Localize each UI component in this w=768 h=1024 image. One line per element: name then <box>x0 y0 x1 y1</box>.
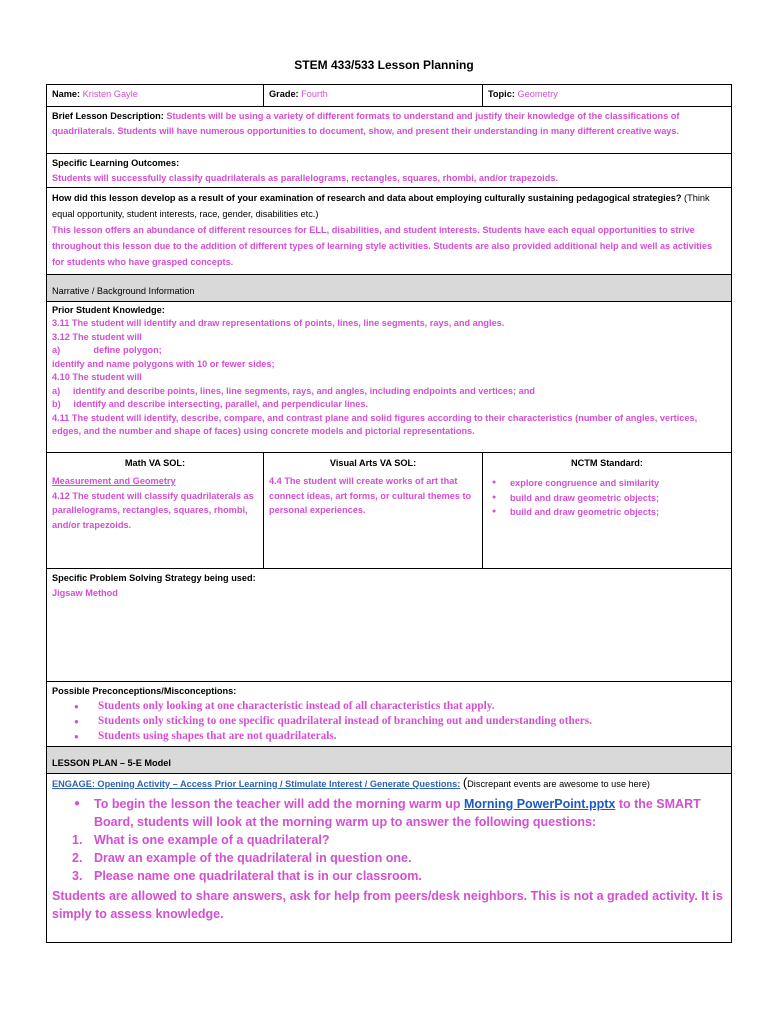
prior-knowledge-cell <box>47 301 732 452</box>
brief-row <box>47 107 732 154</box>
brief-label: Brief Lesson Description: <box>52 111 164 121</box>
research-row <box>47 188 732 275</box>
research-answer: This lesson offers an abundance of different resources for ELL, disabilities, and student interests. Students have each equal opportunities to strive throughout this lesson due to the addition of different types of learning style activities. Students are also provided additional help and well as activities for students who have grasped concepts. <box>52 225 713 267</box>
research-hint: (Think equal opportunity, student interests, race, gender, disabilities etc.) <box>52 193 710 219</box>
nctm-item: ● build and draw geometric objects; <box>488 491 726 506</box>
strategy-label: Specific Problem Solving Strategy being used: <box>52 573 256 583</box>
strategy-cell <box>47 569 732 682</box>
engage-note: Discrepant events are awesome to use here) <box>467 778 650 789</box>
engage-intro-after: to the SMART Board, students will look at the morning warm up to answer the following questions: <box>94 796 701 829</box>
prior-line: 4.11 The student will identify, describe, compare, and contrast plane and solid figures according to their characteristics (number of angles, vertices, edges, and the number and shape of faces) using concrete models and pictorial representations. <box>52 412 698 436</box>
research-cell <box>47 188 732 275</box>
grade-cell <box>264 85 483 107</box>
engage-cell <box>47 773 732 942</box>
math-header: Math VA SOL: <box>47 452 264 472</box>
lesson-plan-table <box>46 84 732 943</box>
engage-questions <box>52 831 726 885</box>
nctm-header: NCTM Standard: <box>483 452 732 472</box>
engage-bullet: ● <box>74 797 81 809</box>
page-title: STEM 433/533 Lesson Planning <box>294 58 474 72</box>
engage-intro <box>52 795 726 831</box>
misconception-item: ● Students only sticking to one specific quadrilateral instead of branching out and understanding others. <box>52 714 726 729</box>
prior-knowledge-row <box>47 301 732 452</box>
brief-cell <box>47 107 732 154</box>
engage-question: 1. What is one example of a quadrilateral? <box>72 832 330 847</box>
prior-line: 4.10 The student will <box>52 372 142 382</box>
prior-line: 3.12 The student will <box>52 331 142 342</box>
engage-intro-before: To begin the lesson the teacher will add the morning warm up <box>94 796 464 811</box>
prior-line: b) identify and describe intersecting, parallel, and perpendicular lines. <box>52 399 369 409</box>
header-row <box>47 85 732 107</box>
arts-text: 4.4 The student will create works of art that connect ideas, art forms, or cultural themes to personal experiences. <box>269 476 472 515</box>
prior-line: identify and name polygons with 10 or fewer sides; <box>52 358 275 369</box>
lesson-plan-heading: LESSON PLAN – 5-E Model <box>47 747 732 774</box>
brief-text: Students will be using a variety of different formats to understand and justify their knowledge of the classifications of quadrilaterals. Students will have numerous opportunities to document, show, and present their understanding in many different creative ways. <box>52 111 680 136</box>
research-question: How did this lesson develop as a result of your examination of research and data about employing culturally sustaining pedagogical strategies? <box>52 193 682 203</box>
engage-question: 2. Draw an example of the quadrilateral in question one. <box>72 850 412 865</box>
engage-closing: Students are allowed to share answers, ask for help from peers/desk neighbors. This is not a graded activity. It is simply to assess knowledge. <box>52 888 723 921</box>
misconception-item: ● Students using shapes that are not quadrilaterals. <box>52 729 726 744</box>
misconceptions-row <box>47 682 732 747</box>
nctm-cell <box>483 472 732 569</box>
misconceptions-list <box>52 699 726 744</box>
outcomes-text: Students will successfully classify quadrilaterals as parallelograms, rectangles, squares, rhombi, and/or trapezoids. <box>52 172 559 183</box>
math-cell <box>47 472 264 569</box>
grade-value: Fourth <box>301 89 328 99</box>
misconceptions-cell <box>47 682 732 747</box>
narrative-heading: Narrative / Background Information <box>47 275 732 302</box>
topic-label: Topic: <box>488 89 515 99</box>
engage-row <box>47 773 732 942</box>
engage-label: ENGAGE: Opening Activity – Access Prior Learning / Stimulate Interest / Generate Questions: <box>52 778 461 789</box>
strategy-value: Jigsaw Method <box>52 587 118 598</box>
prior-line: a) define polygon; <box>52 345 162 355</box>
name-label: Name: <box>52 89 81 99</box>
name-cell <box>47 85 264 107</box>
nctm-list <box>488 476 726 520</box>
math-link[interactable]: Measurement and Geometry <box>52 476 176 486</box>
engage-paren: ( <box>462 774 468 790</box>
engage-question: 3. Please name one quadrilateral that is in our classroom. <box>72 868 422 883</box>
misconceptions-label: Possible Preconceptions/Misconceptions: <box>52 686 237 696</box>
grade-label: Grade: <box>269 89 299 99</box>
nctm-item: ● build and draw geometric objects; <box>488 505 726 520</box>
arts-header: Visual Arts VA SOL: <box>264 452 483 472</box>
narrative-heading-row <box>47 275 732 302</box>
arts-cell <box>264 472 483 569</box>
prior-label: Prior Student Knowledge: <box>52 304 165 315</box>
strategy-row <box>47 569 732 682</box>
lesson-plan-heading-row <box>47 747 732 774</box>
outcomes-row <box>47 154 732 188</box>
topic-cell <box>483 85 732 107</box>
outcomes-cell <box>47 154 732 188</box>
standards-header-row <box>47 452 732 472</box>
prior-line: 3.11 The student will identify and draw representations of points, lines, line segments, rays, and angles. <box>52 318 505 328</box>
standards-row <box>47 472 732 569</box>
outcomes-label: Specific Learning Outcomes: <box>52 158 180 168</box>
math-text: 4.12 The student will classify quadrilaterals as parallelograms, rectangles, squares, rhombi, and/or trapezoids. <box>52 490 254 530</box>
morning-powerpoint-link[interactable]: Morning PowerPoint.pptx <box>463 796 616 811</box>
misconception-item: ● Students only looking at one characteristic instead of all characteristics that apply. <box>52 699 726 714</box>
topic-value: Geometry <box>517 89 558 99</box>
name-value: Kristen Gayle <box>82 89 138 99</box>
prior-line: a) identify and describe points, lines, line segments, rays, and angles, including endpoints and vertices; and <box>52 385 535 396</box>
nctm-item: ● explore congruence and similarity <box>488 476 726 491</box>
